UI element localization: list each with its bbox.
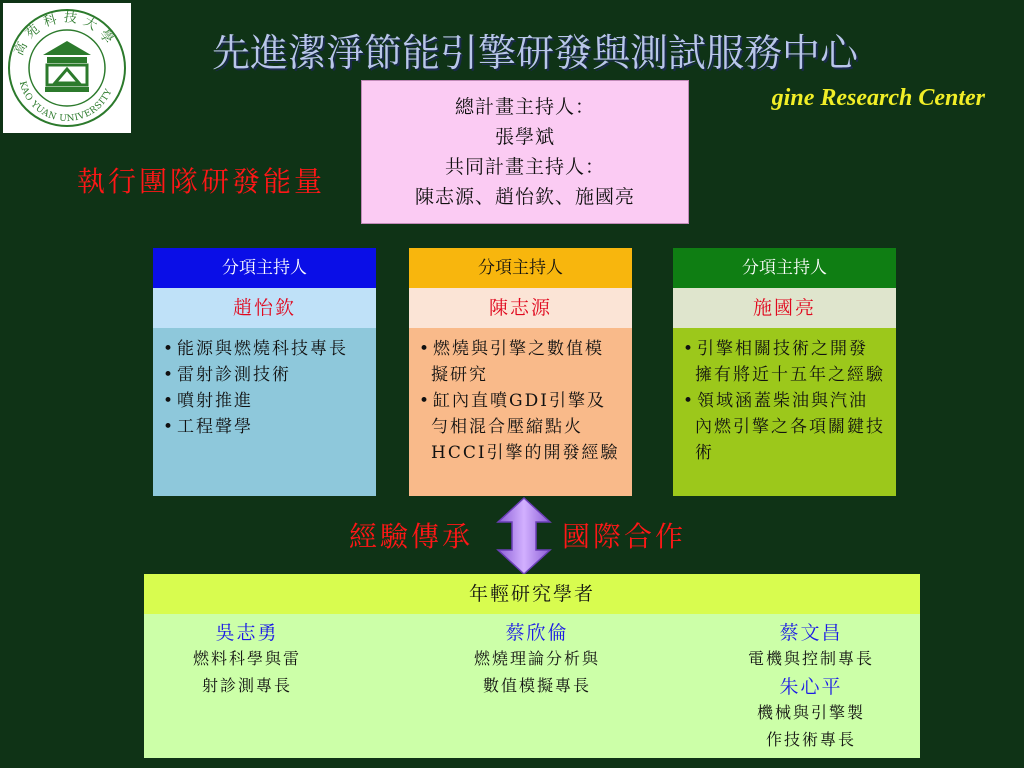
- list-item: • 能源與燃燒科技專長: [163, 336, 366, 362]
- university-logo: [3, 3, 131, 133]
- list-item: • 缸內直噴GDI引擎及勻相混合壓縮點火HCCI引擎的開發經驗: [419, 388, 622, 466]
- researcher-name: 朱心平: [779, 676, 843, 698]
- column-3-leader-name: 施國亮: [673, 288, 896, 328]
- column-2-header: 分項主持人: [409, 248, 632, 288]
- researcher-specialty: 作技術專長: [765, 730, 856, 749]
- column-1-leader-name: 趙怡欽: [153, 288, 376, 328]
- researcher-specialty: 射診測專長: [201, 676, 292, 695]
- column-3-expertise: [673, 328, 896, 496]
- column-2-leader-name: 陳志源: [409, 288, 632, 328]
- co-pi-names: 陳志源、趙怡欽、施國亮: [414, 186, 635, 208]
- column-1-expertise: [153, 328, 376, 496]
- list-item: • 燃燒與引擎之數值模擬研究: [419, 336, 622, 388]
- list-item: • 領域涵蓋柴油與汽油內燃引擎之各項關鍵技術: [683, 388, 886, 466]
- team-heading: 執行團隊研發能量: [77, 165, 326, 198]
- page-title: 先進潔淨節能引擎研發與測試服務中心: [212, 31, 859, 75]
- pi-label: 總計畫主持人：: [454, 96, 595, 118]
- researcher-specialty: 燃燒理論分析與: [473, 649, 600, 668]
- young-researchers-heading: 年輕研究學者: [144, 574, 920, 614]
- list-item: • 噴射推進: [163, 388, 366, 414]
- researcher-name: 蔡文昌: [779, 622, 843, 644]
- column-1-header: 分項主持人: [153, 248, 376, 288]
- principal-investigators-box: [361, 80, 689, 224]
- young-researcher-2: [432, 614, 642, 699]
- young-researcher-1: [144, 614, 350, 699]
- list-item: • 工程聲學: [163, 414, 366, 440]
- researcher-specialty: 數值模擬專長: [482, 676, 591, 695]
- experience-label: 經驗傳承: [349, 520, 474, 553]
- list-item: • 引擎相關技術之開發擁有將近十五年之經驗: [683, 336, 886, 388]
- researcher-specialty: 機械與引擎製: [756, 703, 865, 722]
- international-label: 國際合作: [562, 520, 687, 553]
- researcher-specialty: 電機與控制專長: [747, 649, 874, 668]
- researcher-specialty: 燃料科學與雷: [192, 649, 301, 668]
- column-2-expertise: [409, 328, 632, 496]
- svg-text:KAO YUAN UNIVERSITY: KAO YUAN UNIVERSITY: [16, 80, 115, 125]
- double-arrow-icon: [494, 496, 554, 576]
- page-subtitle: gine Research Center: [771, 85, 985, 111]
- column-3-header: 分項主持人: [673, 248, 896, 288]
- svg-text:高苑科技大學: 高苑科技大學: [11, 10, 120, 58]
- researcher-name: 吳志勇: [215, 622, 279, 644]
- pi-name: 張學斌: [494, 126, 555, 148]
- researcher-name: 蔡欣倫: [505, 622, 569, 644]
- co-pi-label: 共同計畫主持人：: [444, 156, 605, 178]
- young-researcher-3-4: [726, 614, 896, 753]
- logo-seal-icon: [3, 3, 131, 133]
- list-item: • 雷射診測技術: [163, 362, 366, 388]
